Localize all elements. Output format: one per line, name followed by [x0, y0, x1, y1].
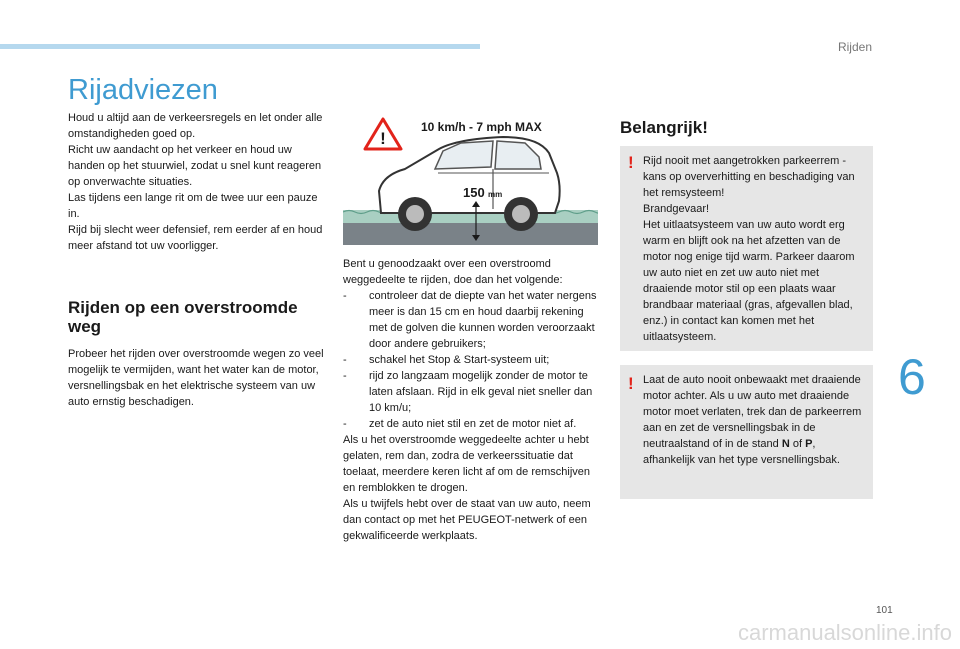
header-accent-bar — [0, 44, 480, 49]
warning-box-text — [643, 372, 865, 468]
watermark: carmanualsonline.info — [737, 620, 952, 645]
intro-paragraph: Houd u altijd aan de verkeersregels en let onder alle omstandigheden goed op. — [68, 112, 323, 140]
instructions-outro: Als u het overstroomde weggedeelte achter u hebt gelaten, rem dan, zodra de verkeerssituatie dat toelaat, meerdere keren licht af om de remschijven en remblokken te drogen. — [343, 434, 591, 494]
flood-instructions — [343, 256, 601, 544]
warning-paragraph: Brandgevaar! — [643, 203, 710, 215]
flooded-road-illustration — [343, 113, 598, 245]
page-title: Rijadviezen — [68, 74, 218, 106]
flood-section-heading: Rijden op een overstroomde weg — [68, 298, 298, 336]
intro-paragraph: Rijd bij slecht weer defensief, rem eerder af en houd meer afstand tot uw voorligger. — [68, 224, 323, 252]
section-name: Rijden — [837, 40, 872, 54]
warning-box — [620, 365, 873, 499]
exclamation-icon: ! — [628, 153, 634, 172]
exclamation-icon: ! — [628, 374, 634, 393]
list-dash: - — [343, 354, 347, 366]
instructions-outro: Als u twijfels hebt over de staat van uw auto, neem dan contact op met het PEUGEOT-netwerk of een gekwalificeerde werkplaats. — [343, 498, 591, 542]
warning-exclamation: ! — [380, 129, 386, 148]
list-dash: - — [343, 418, 347, 430]
list-item — [343, 352, 601, 368]
car-window — [435, 141, 493, 169]
list-item-text: zet de auto niet stil en zet de motor niet af. — [369, 418, 577, 430]
warning-paragraph: Het uitlaatsysteem van uw auto wordt erg warm en blijft ook na het afzetten van de motor nog enige tijd warm. Parkeer daarom uw auto niet en zet uw auto niet met draaiende motor stil op een plaats waar brandbaar materiaal (gras, afgevallen blad, enz.) in contact kan komen met het uitlaatsysteem. — [643, 219, 855, 343]
gear-p-label: P — [805, 438, 813, 450]
list-dash: - — [343, 290, 347, 302]
road-surface — [343, 221, 598, 245]
gear-n-label: N — [781, 438, 790, 450]
instructions-intro: Bent u genoodzaakt over een overstroomd weggedeelte te rijden, doe dan het volgende: — [343, 258, 563, 286]
list-item — [343, 416, 601, 432]
page-number: 101 — [876, 605, 893, 616]
important-heading: Belangrijk! — [620, 118, 708, 137]
list-dash: - — [343, 370, 347, 382]
water-depth-unit: mm — [488, 190, 503, 199]
list-item-text: rijd zo langzaam mogelijk zonder de motor te laten afslaan. Rijd in elk geval niet sneller dan 10 km/u; — [369, 370, 593, 414]
list-item-text: controleer dat de diepte van het water nergens meer is dan 15 cm en houd daarbij rekening met de golven die kunnen worden veroorzaakt door andere gebruikers; — [369, 290, 597, 350]
list-item — [343, 368, 601, 416]
warning-paragraph: Laat de auto nooit onbewaakt met draaiende motor achter. Als u uw auto met draaiende motor moet verlaten, trek dan de parkeerrem aan en zet de versnellingsbak in de neutraalstand of in de stand N of P, afhankelijk van het type versnellingsbak. — [643, 374, 862, 466]
warning-box — [620, 146, 873, 351]
warning-paragraph: Rijd nooit met aangetrokken parkeerrem - kans op oververhitting en beschadiging van het remsysteem! — [643, 155, 855, 199]
water-depth-value: 150 — [463, 185, 485, 200]
intro-paragraph: Richt uw aandacht op het verkeer en houd uw handen op het stuurwiel, zodat u snel kunt reageren op onverwachte situaties. — [68, 144, 322, 188]
speed-limit-label: 10 km/h - 7 mph MAX — [421, 120, 542, 134]
list-item-text: schakel het Stop & Start-systeem uit; — [369, 354, 550, 366]
list-item — [343, 288, 601, 352]
chapter-number: 6 — [898, 349, 926, 405]
warning-box-text — [643, 153, 865, 345]
flood-section-body: Probeer het rijden over overstroomde wegen zo veel mogelijk te vermijden, want het water kan de motor, versnellingsbak en het elektrische systeem van uw auto ernstig beschadigen. — [68, 348, 324, 408]
intro-paragraph: Las tijdens een lange rit om de twee uur een pauze in. — [68, 192, 318, 220]
intro-text — [68, 110, 326, 254]
